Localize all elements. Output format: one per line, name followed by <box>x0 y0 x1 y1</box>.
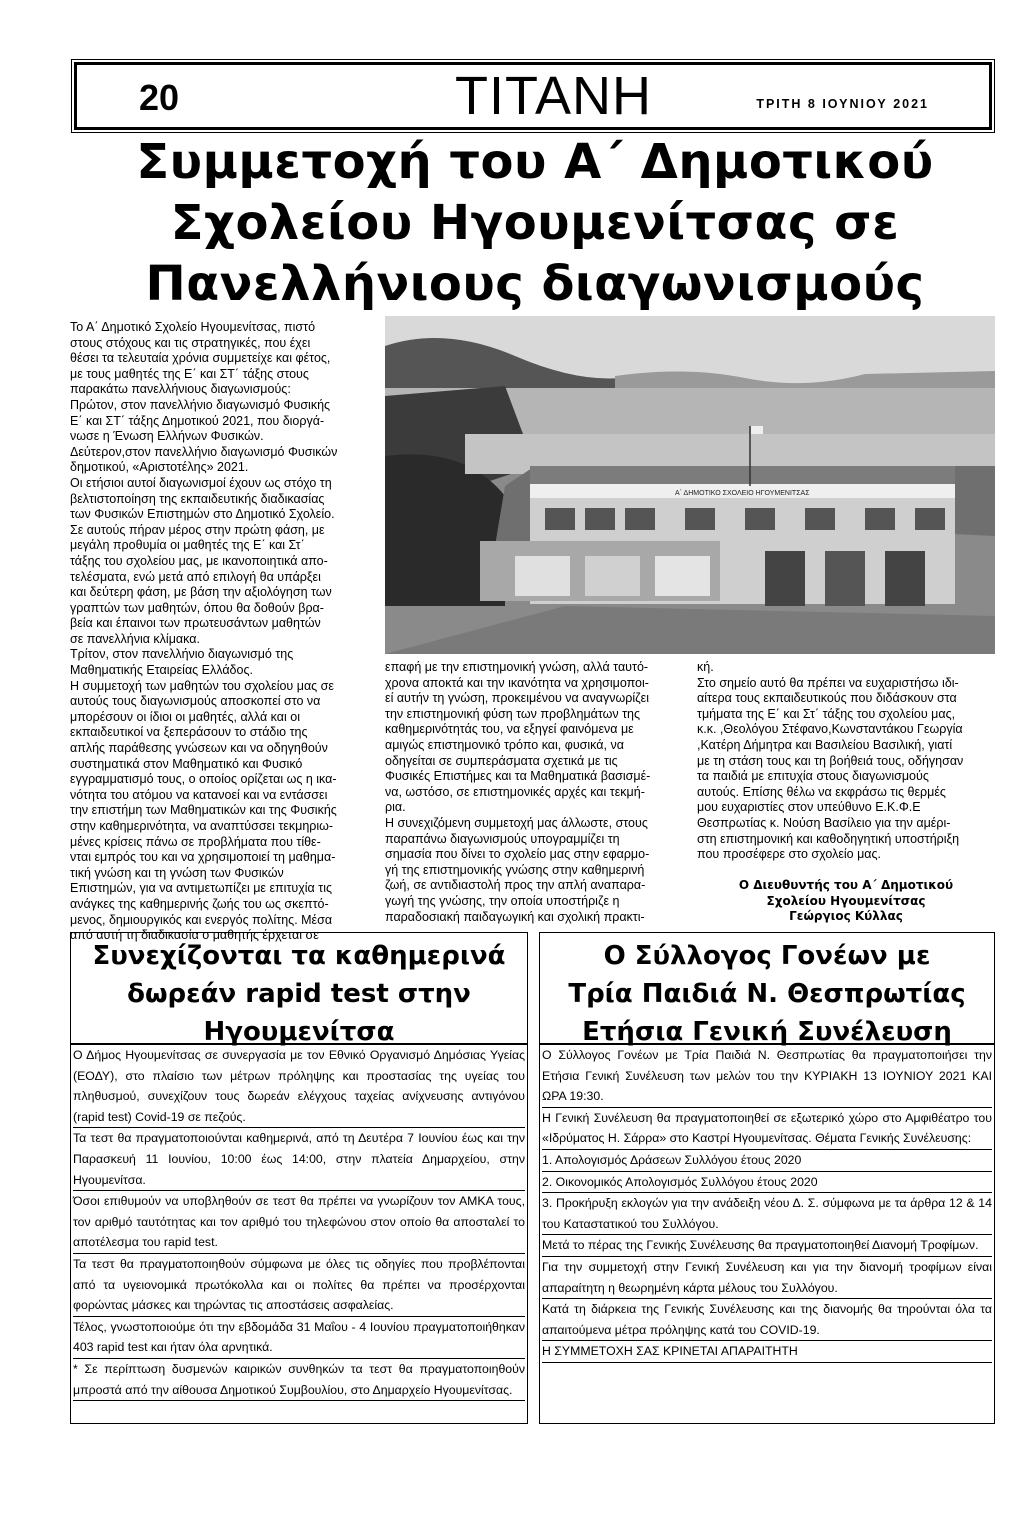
article-line: μένες κρίσεις πάνω σε προβλήματα που τίθε- <box>70 834 321 849</box>
article-line: νότητα του ατόμου να κατανοεί και να εντάσσει <box>70 787 328 802</box>
article-line: Δεύτερον,στον πανελλήνιο διαγωνισμό Φυσικών <box>70 444 338 459</box>
school-photo <box>385 316 995 654</box>
paragraph: Για την συμμετοχή στην Γενική Συνέλευση και για την διανομή τροφίμων είναι απαραίτητη η θεωρημένη κάρτα μέλους του Συλλόγου. <box>542 1257 992 1299</box>
article-line: κ.κ. ,Θεολόγου Στέφανο,Κωνσταντάκου Γεωργία <box>697 722 963 737</box>
newspaper-name: ΤΙΤΑΝΗ <box>455 66 652 126</box>
article-line: γραπτών των μαθητών, όπου θα δοθούν βρα- <box>70 600 324 615</box>
paragraph: Τα τεστ θα πραγματοποιηθούν σύμφωνα με όλες τις οδηγίες που προβλέπονται από τα υγειονομικά πρωτόκολλα και οι πολίτες θα πρέπει να προσέρχονται φορώντας μάσκες και τηρώντας τις αποστάσεις ασφαλείας. <box>73 1254 525 1317</box>
title-line: Ο Σύλλογος Γονέων με <box>603 941 931 971</box>
article-line: με τους μαθητές της Ε΄ και ΣΤ΄ τάξης στους <box>70 366 309 381</box>
article-line: τα παιδιά με επιτυχία στους διαγωνισμούς <box>697 769 929 784</box>
article-line: παρακάτω πανελλήνιους διαγωνισμούς: <box>70 382 291 397</box>
article-line: χρονα αποκτά και την ικανότητα να χρησιμοποι- <box>385 675 649 690</box>
headline-line: Πανελλήνιους διαγωνισμούς <box>145 256 925 312</box>
article-line: στη επιστημονική και καθοδηγητική υποστήριξη <box>697 831 960 846</box>
article-line: Σε αυτούς πήραν μέρος στην πρώτη φάση, με <box>70 522 325 537</box>
article-line: τμήματα της Ε΄ και Στ΄ τάξης του σχολείου μας, <box>697 706 956 721</box>
paragraph: Όσοι επιθυμούν να υποβληθούν σε τεστ θα πρέπει να γνωρίζουν τον ΑΜΚΑ τους, τον αριθμό ταυτότητας και τον αριθμό του τηλεφώνου στον οποίο θα αποσταλεί το αποτέλεσμα του rapid test. <box>73 1191 525 1254</box>
article-line: Τρίτον, στον πανελλήνιο διαγωνισμό της <box>70 647 294 662</box>
article-line: Στο σημείο αυτό θα πρέπει να ευχαριστήσω ιδι- <box>697 675 959 690</box>
article-column-2 <box>385 660 675 925</box>
article-line: μου ευχαριστίες στον υπεύθυνο Ε.Κ.Φ.Ε <box>697 800 921 815</box>
main-headline <box>70 132 1000 315</box>
article-line: ρια. <box>385 800 406 815</box>
article-line: Πρώτον, στον πανελλήνιο διαγωνισμό Φυσικής <box>70 397 331 412</box>
article-line: εί αυτήν τη γνώση, προκειμένου να αναγνωρίζει <box>385 691 649 706</box>
article-column-3 <box>697 660 995 863</box>
title-line: Συνεχίζονται τα καθημερινά <box>92 941 506 971</box>
parents-association-article <box>539 932 995 1424</box>
paragraph: 2. Οικονομικός Απολογισμός Συλλόγου έτους 2020 <box>542 1172 992 1194</box>
article-line: παραδοσιακή παιδαγωγική και σχολική πρακτι- <box>385 909 645 924</box>
article-line: παραπάνω διαγωνισμούς υπογραμμίζει τη <box>385 831 620 846</box>
paragraph: Τα τεστ θα πραγματοποιούνται καθημερινά, από τη Δευτέρα 7 Ιουνίου έως και την Παρασκευή 11 Ιουνίου, 10:00 έως 14:00, στην πλατεία Δημαρχείου, στην Ηγουμενίτσα. <box>73 1128 525 1191</box>
article-line: εκπαιδευτικοί να ξεπεράσουν το στάδιο της <box>70 725 308 740</box>
title-line: Ηγουμενίτσα <box>203 1017 395 1047</box>
article-line: γωγή της γνώσης, την οποία υποστήριζε η <box>385 893 620 908</box>
article-line: μενος, δημιουργικός και ενεργός πολίτης. Μέσα <box>70 912 333 927</box>
article-line: αμιγώς επιστημονικό τρόπο και, φυσικά, να <box>385 737 624 752</box>
headline-line: Σχολείου Ηγουμενίτσας σε <box>170 195 900 251</box>
signature-line: Σχολείου Ηγουμενίτσας <box>766 893 926 908</box>
article-line: εγγραμματισμό τους, ο οποίος ορίζεται ως η ικα- <box>70 772 337 787</box>
article-line: Μαθηματικής Εταιρείας Ελλάδος. <box>70 663 253 678</box>
title-line: Τρία Παιδιά Ν. Θεσπρωτίας <box>568 979 966 1009</box>
article-line: μεγάλη προθυμία οι μαθητές της Ε΄ και Στ΄ <box>70 538 305 553</box>
issue-date: ΤΡΙΤΗ 8 ΙΟΥΝΙΟΥ 2021 <box>756 97 929 111</box>
article-line: αυτούς τους διαγωνισμούς αποσκοπεί στο να <box>70 694 321 709</box>
parents-association-title <box>540 933 994 1045</box>
paragraph: 3. Προκήρυξη εκλογών για την ανάδειξη νέου Δ. Σ. σύμφωνα με τα άρθρα 12 & 14 του Καταστατικού του Συλλόγου. <box>542 1193 992 1235</box>
article-line: από αυτή τη διαδικασία ο μαθητής έρχεται σε <box>70 928 319 943</box>
article-line: την επιστημονική φύση των προβλημάτων της <box>385 706 641 721</box>
article-column-1 <box>70 320 382 944</box>
rapid-test-article <box>70 932 528 1424</box>
article-line: ,Κατέρη Δήμητρα και Βασιλείου Βασιλική, γιατί <box>697 737 953 752</box>
article-line: τάξης του σχολείου μας, με ικανοποιητικά απο- <box>70 553 328 568</box>
paragraph: Η Γενική Συνέλευση θα πραγματοποιηθεί σε εξωτερικό χώρο στο Αμφιθέατρο του «Ιδρύματος Η. Σάρρα» στο Καστρί Ηγουμενίτσας. Θέματα Γενικής Συνέλευσης: <box>542 1108 992 1150</box>
title-line: δωρεάν rapid test στην <box>127 979 471 1009</box>
paragraph: * Σε περίπτωση δυσμενών καιρικών συνθηκών τα τεστ θα πραγματοποιηθούν μπροστά από την αίθουσα Δημοτικού Συμβουλίου, στο Δημαρχείο Ηγουμενίτσας. <box>73 1359 525 1401</box>
school-photo-illustration <box>385 316 995 654</box>
article-line: Θεσπρωτίας κ. Νούση Βασίλειο για την αμέρι- <box>697 815 951 830</box>
paragraph: Τέλος, γνωστοποιούμε ότι την εβδομάδα 31 Μαΐου - 4 Ιουνίου πραγματοποιήθηκαν 403 rapid test και ήταν όλα αρνητικά. <box>73 1317 525 1359</box>
article-line: νται εμπρός του και να χρησιμοποιεί τη μαθημα- <box>70 850 336 865</box>
paragraph: Ο Δήμος Ηγουμενίτσας σε συνεργασία με τον Εθνικό Οργανισμό Δημόσιας Υγείας (ΕΟΔΥ), στο πλαίσιο των μέτρων πρόληψης και προστασίας της υγείας του πληθυσμού, συνεχίζουν τους δωρεάν ελέγχους ταχείας ανίχνευσης αντιγόνου (rapid test) Covid-19 σε πεζούς. <box>73 1045 525 1128</box>
article-line: μπορέσουν οι ίδιοι οι μαθητές, αλλά και οι <box>70 709 300 724</box>
rapid-test-body <box>71 1045 527 1401</box>
article-line: βεία και έπαινοι των πρωτευσάντων μαθητών <box>70 616 321 631</box>
article-line: Το Α΄ Δημοτικό Σχολείο Ηγουμενίτσας, πιστό <box>70 320 316 334</box>
article-line: που προσέφερε στο σχολείο μας. <box>697 847 882 862</box>
article-line: νωσε η Ένωση Ελλήνων Φυσικών. <box>70 429 264 444</box>
article-line: ανάγκες της καθημερινής ζωής του ως σκεπτό- <box>70 896 329 911</box>
parents-association-body <box>540 1045 994 1363</box>
article-line: Φυσικές Επιστήμες και τα Μαθηματικά βασισμέ- <box>385 769 651 784</box>
article-line: αυτούς. Επίσης θέλω να εκφράσω τις θερμές <box>697 784 946 799</box>
article-line: σημασία που δίνει το σχολείο μας στην εφαρμο- <box>385 847 650 862</box>
article-line: οδηγείται σε συμπεράσματα σχετικά με τις <box>385 753 618 768</box>
article-line: απλής παράθεσης γνώσεων και να οδηγηθούν <box>70 741 328 756</box>
article-line: των Φυσικών Επιστημών στο Δημοτικό Σχολείο. <box>70 507 335 522</box>
title-line: Ετήσια Γενική Συνέλευση <box>582 1017 952 1047</box>
article-line: Η συμμετοχή των μαθητών του σχολείου μας σε <box>70 678 334 693</box>
signature-line: Ο Διευθυντής του Α΄ Δημοτικού <box>738 878 954 892</box>
article-line: Ε΄ και ΣΤ΄ τάξης Δημοτικού 2021, που διοργά- <box>70 413 325 428</box>
article-line: συστηματικά στον Μαθηματικό και Φυσικό <box>70 756 303 771</box>
paragraph: Μετά το πέρας της Γενικής Συνέλευσης θα πραγματοποιηθεί Διανομή Τροφίμων. <box>542 1235 992 1257</box>
paragraph: Ο Σύλλογος Γονέων με Τρία Παιδιά Ν. Θεσπρωτίας θα πραγματοποιήσει την Ετήσια Γενική Συνέλευση των μελών του την ΚΥΡΙΑΚΗ 13 ΙΟΥΝΙΟΥ 2021 ΚΑΙ ΩΡΑ 19:30. <box>542 1045 992 1108</box>
rapid-test-title <box>71 933 527 1045</box>
article-line: με τη στάση τους και τη βοήθειά τους, οδήγησαν <box>697 753 964 768</box>
article-line: καθημερινότητάς του, να εξηγεί φαινόμενα με <box>385 722 634 737</box>
article-line: αίτερα τους εκπαιδευτικούς που διδάσκουν στα <box>697 691 957 706</box>
article-line: Η συνεχιζόμενη συμμετοχή μας άλλωστε, στους <box>385 815 648 830</box>
article-line: τική γνώση και τη γνώση των Φυσικών <box>70 865 284 880</box>
article-line: Επιστημών, για να αντιμετωπίζει με επιτυχία τις <box>70 881 332 896</box>
article-line: τελέσματα, ενώ μετά από επιλογή θα υπάρξει <box>70 569 321 584</box>
article-line: και δεύτερη φάση, με βάση την αξιολόγηση των <box>70 585 332 600</box>
headline-line: Συμμετοχή του Α΄ Δημοτικού <box>136 134 934 190</box>
page-number: 20 <box>139 77 180 118</box>
article-line: βελτιστοποίηση της εκπαιδευτικής διαδικασίας <box>70 491 325 506</box>
article-line: σε πανελλήνια κλίμακα. <box>70 631 200 646</box>
article-line: ζωή, σε αντιδιαστολή προς την απλή αναπαρα- <box>385 878 646 893</box>
masthead <box>74 62 992 130</box>
article-line: θέσει τα τελευταία χρόνια συμμετείχε και φέτος, <box>70 351 331 366</box>
article-line: να, ωστόσο, σε επιστημονικές αρχές και τεκμή- <box>385 784 645 799</box>
article-signature <box>697 878 995 925</box>
article-line: Οι ετήσιοι αυτοί διαγωνισμοί έχουν ως στόχο τη <box>70 475 332 490</box>
paragraph: 1. Απολογισμός Δράσεων Συλλόγου έτους 2020 <box>542 1150 992 1172</box>
article-line: επαφή με την επιστημονική γνώση, αλλά ταυτό- <box>385 660 649 674</box>
article-line: στους στόχους και τις στρατηγικές, που έχει <box>70 335 311 350</box>
school-sign-text: Α΄ ΔΗΜΟΤΙΚΟ ΣΧΟΛΕΙΟ ΗΓΟΥΜΕΝΙΤΣΑΣ <box>675 490 810 497</box>
paragraph: Κατά τη διάρκεια της Γενικής Συνέλευσης και της διανομής θα τηρούνται όλα τα απαιτούμενα μέτρα πρόληψης κατά του COVID-19. <box>542 1299 992 1341</box>
article-line: κή. <box>697 660 714 674</box>
article-line: την επιστήμη των Μαθηματικών και της Φυσικής <box>70 803 337 818</box>
article-line: γή της επιστημονικής γνώσης στην καθημερινή <box>385 862 645 877</box>
article-line: στην καθημερινότητα, να αναπτύσσει τεκμηριω- <box>70 819 334 833</box>
signature-line: Γεώργιος Κύλλας <box>789 909 903 923</box>
article-line: δημοτικού, «Αριστοτέλης» 2021. <box>70 460 249 475</box>
paragraph: Η ΣΥΜΜΕΤΟΧΗ ΣΑΣ ΚΡΙΝΕΤΑΙ ΑΠΑΡΑΙΤΗΤΗ <box>542 1341 992 1363</box>
